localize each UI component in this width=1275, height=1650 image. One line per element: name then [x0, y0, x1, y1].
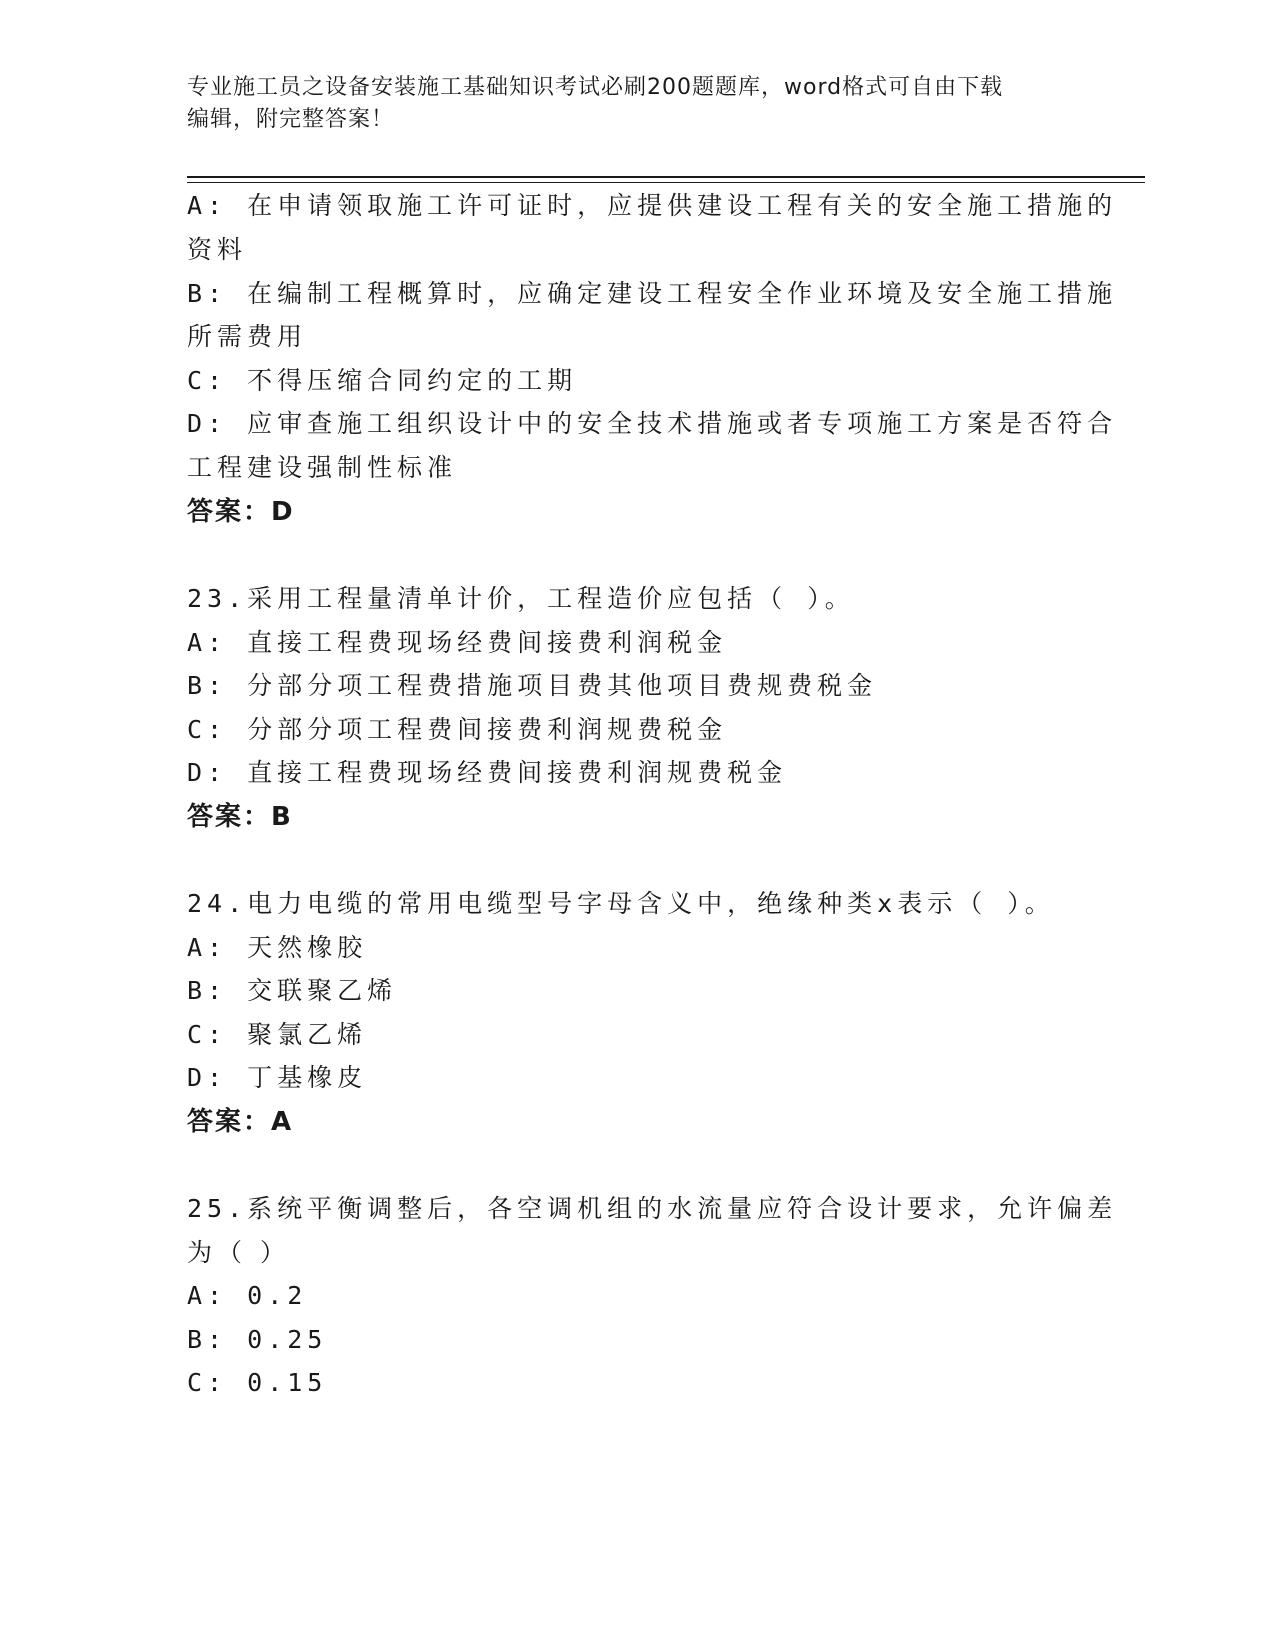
q24-stem: 24.电力电缆的常用电缆型号字母含义中，绝缘种类x表示（ ）。 — [187, 889, 1055, 918]
q24-option-c: C: 聚氯乙烯 — [187, 1020, 368, 1049]
q22-option-c: C: 不得压缩合同约定的工期 — [187, 366, 578, 395]
document-header — [187, 72, 1087, 136]
q23-option-b: B: 分部分项工程费措施项目费其他项目费规费税金 — [187, 671, 878, 700]
q22-option-d-cont: 工程建设强制性标准 — [187, 453, 458, 482]
q22-option-a-cont: 资料 — [187, 235, 248, 264]
header-divider-thick — [187, 176, 1145, 178]
q23-option-d: D: 直接工程费现场经费间接费利润规费税金 — [187, 758, 788, 787]
q24-option-a: A: 天然橡胶 — [187, 933, 368, 962]
q25-option-c: C: 0.15 — [187, 1368, 328, 1397]
q24-option-b: B: 交联聚乙烯 — [187, 976, 398, 1005]
header-title-line-1: 专业施工员之设备安装施工基础知识考试必刷200题题库，word格式可自由下载 — [187, 75, 1004, 100]
q25-stem: 25.系统平衡调整后，各空调机组的水流量应符合设计要求，允许偏差 — [187, 1194, 1118, 1223]
header-title-line-2: 编辑，附完整答案！ — [187, 107, 395, 132]
q22-option-b: B: 在编制工程概算时，应确定建设工程安全作业环境及安全施工措施 — [187, 279, 1118, 308]
q22-answer: 答案：D — [187, 497, 295, 527]
q25-option-b: B: 0.25 — [187, 1325, 328, 1354]
q22-option-b-cont: 所需费用 — [187, 322, 308, 351]
q25-stem-cont: 为（ ） — [187, 1238, 290, 1267]
q23-stem: 23.采用工程量清单计价，工程造价应包括（ ）。 — [187, 584, 855, 613]
q22-option-d: D: 应审查施工组织设计中的安全技术措施或者专项施工方案是否符合 — [187, 409, 1118, 438]
q24-answer: 答案：A — [187, 1107, 294, 1137]
q24-option-d: D: 丁基橡皮 — [187, 1063, 368, 1092]
q22-option-a: A: 在申请领取施工许可证时，应提供建设工程有关的安全施工措施的 — [187, 191, 1118, 220]
q23-option-c: C: 分部分项工程费间接费利润规费税金 — [187, 715, 728, 744]
q23-option-a: A: 直接工程费现场经费间接费利润税金 — [187, 628, 728, 657]
q25-option-a: A: 0.2 — [187, 1281, 308, 1310]
q23-answer: 答案：B — [187, 802, 293, 832]
header-divider-thin — [187, 182, 1145, 183]
